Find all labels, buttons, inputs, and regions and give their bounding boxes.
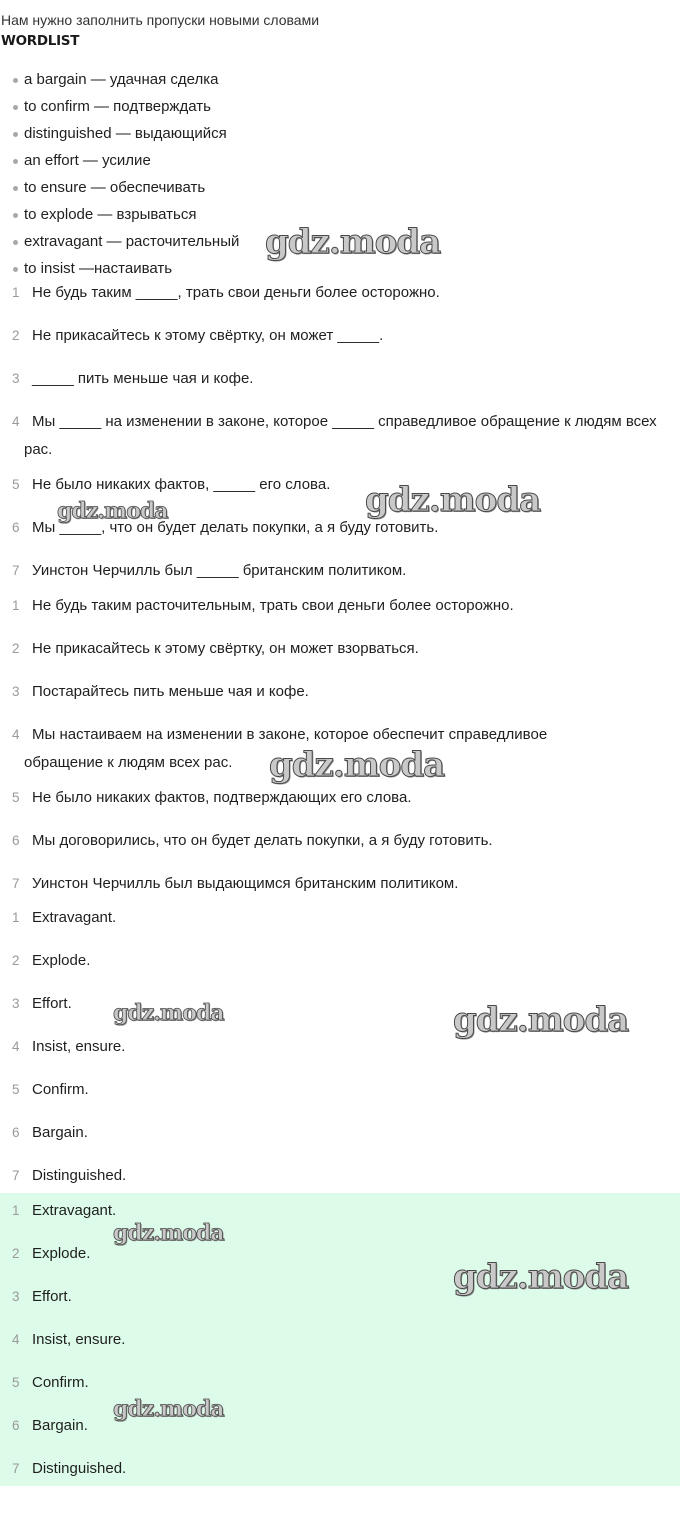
item-number: 2 [12, 953, 20, 968]
item-number: 4 [12, 727, 20, 742]
list-item [0, 279, 680, 322]
item-number: 1 [12, 910, 20, 925]
watermark: gdz.moda [453, 1000, 629, 1040]
wordlist-item: a bargain — удачная сделка [0, 66, 680, 93]
item-number: 2 [12, 328, 20, 343]
item-number: 6 [12, 833, 20, 848]
item-text: Не было никаких фактов, подтверждающих его слова. [32, 789, 412, 806]
list-item [0, 365, 680, 408]
item-text: Уинстон Черчилль был выдающимся британским политиком. [32, 875, 459, 892]
answers-list [0, 904, 680, 1198]
list-item [0, 1119, 680, 1162]
bullet-icon [13, 132, 18, 137]
list-item [0, 1369, 680, 1412]
wordlist-item: to ensure — обеспечивать [0, 174, 680, 201]
item-text: Bargain. [32, 1124, 88, 1141]
item-number: 3 [12, 996, 20, 1011]
item-number: 4 [12, 1332, 20, 1347]
item-text: Не было никаких фактов, _____ его слова. [32, 476, 331, 493]
item-text: Мы настаиваем на изменении в законе, которое обеспечит справедливое обращение к людям всех рас. [24, 726, 548, 771]
wordlist-item: to confirm — подтверждать [0, 93, 680, 120]
watermark: gdz.moda [57, 498, 168, 524]
bullet-icon [13, 78, 18, 83]
item-text: Уинстон Черчилль был _____ британским политиком. [32, 562, 407, 579]
item-number: 3 [12, 1289, 20, 1304]
exercise-list [0, 279, 680, 593]
item-number: 3 [12, 371, 20, 386]
list-item [0, 1326, 680, 1369]
list-item [0, 557, 680, 593]
watermark: gdz.moda [365, 480, 541, 520]
bullet-icon [13, 105, 18, 110]
watermark: gdz.moda [113, 1396, 224, 1422]
item-text: _____ пить меньше чая и кофе. [32, 370, 254, 387]
item-text: Distinguished. [32, 1167, 127, 1184]
item-text: Explode. [32, 1245, 91, 1262]
item-text: Не будь таким _____, трать свои деньги более осторожно. [32, 284, 440, 301]
item-text: Bargain. [32, 1417, 88, 1434]
list-item [0, 592, 680, 635]
list-item [0, 1076, 680, 1119]
item-text: Мы _____, что он будет делать покупки, а я буду готовить. [32, 519, 439, 536]
item-number: 7 [12, 563, 20, 578]
item-number: 7 [12, 1461, 20, 1476]
item-number: 3 [12, 684, 20, 699]
bullet-icon [13, 240, 18, 245]
list-item [0, 678, 680, 721]
item-text: Confirm. [32, 1081, 89, 1098]
item-text: Мы _____ на изменении в законе, которое _____ справедливое обращение к людям всех рас. [24, 413, 657, 458]
watermark: gdz.moda [113, 1000, 224, 1026]
watermark: gdz.moda [453, 1257, 629, 1297]
item-number: 6 [12, 520, 20, 535]
item-text: Effort. [32, 1288, 72, 1305]
item-text: Не прикасайтесь к этому свёртку, он может взорваться. [32, 640, 419, 657]
watermark: gdz.moda [269, 745, 445, 785]
bullet-icon [13, 267, 18, 272]
list-item [0, 1455, 680, 1491]
wordlist-item: distinguished — выдающийся [0, 120, 680, 147]
item-number: 5 [12, 790, 20, 805]
item-text: Extravagant. [32, 909, 117, 926]
wordlist-item: to insist —настаивать [0, 255, 680, 282]
list-item [0, 827, 680, 870]
item-text: Extravagant. [32, 1202, 117, 1219]
bullet-icon [13, 186, 18, 191]
list-item [0, 947, 680, 990]
watermark: gdz.moda [113, 1220, 224, 1246]
item-number: 2 [12, 641, 20, 656]
item-number: 4 [12, 414, 20, 429]
item-text: Не прикасайтесь к этому свёртку, он может _____. [32, 327, 384, 344]
item-number: 5 [12, 1082, 20, 1097]
item-text: Insist, ensure. [32, 1038, 126, 1055]
item-text: Мы договорились, что он будет делать покупки, а я буду готовить. [32, 832, 493, 849]
header-text-cut [0, 0, 680, 30]
item-number: 7 [12, 876, 20, 891]
list-item [0, 322, 680, 365]
item-number: 5 [12, 1375, 20, 1390]
item-text: Не будь таким расточительным, трать свои деньги более осторожно. [32, 597, 514, 614]
header-text: Нам нужно заполнить пропуски новыми словами [1, 12, 320, 28]
wordlist-title: WORDLIST [1, 33, 80, 49]
wordlist-item: to explode — взрываться [0, 201, 680, 228]
final-answers-list [0, 1197, 680, 1491]
list-item [0, 1412, 680, 1455]
list-item [0, 870, 680, 906]
item-number: 1 [12, 285, 20, 300]
bullet-icon [13, 159, 18, 164]
item-number: 4 [12, 1039, 20, 1054]
bullet-icon [13, 213, 18, 218]
list-item [0, 904, 680, 947]
item-number: 5 [12, 477, 20, 492]
item-text: Confirm. [32, 1374, 89, 1391]
list-item [0, 1197, 680, 1240]
item-text: Explode. [32, 952, 91, 969]
item-number: 1 [12, 1203, 20, 1218]
item-number: 7 [12, 1168, 20, 1183]
item-number: 1 [12, 598, 20, 613]
list-item [0, 784, 680, 827]
list-item [0, 408, 680, 471]
item-text: Distinguished. [32, 1460, 127, 1477]
item-text: Постарайтесь пить меньше чая и кофе. [32, 683, 309, 700]
item-text: Effort. [32, 995, 72, 1012]
item-text: Insist, ensure. [32, 1331, 126, 1348]
wordlist-item: an effort — усилие [0, 147, 680, 174]
item-number: 6 [12, 1418, 20, 1433]
list-item [0, 635, 680, 678]
wordlist-item: extravagant — расточительный [0, 228, 680, 255]
item-number: 2 [12, 1246, 20, 1261]
watermark: gdz.moda [265, 222, 441, 262]
item-number: 6 [12, 1125, 20, 1140]
